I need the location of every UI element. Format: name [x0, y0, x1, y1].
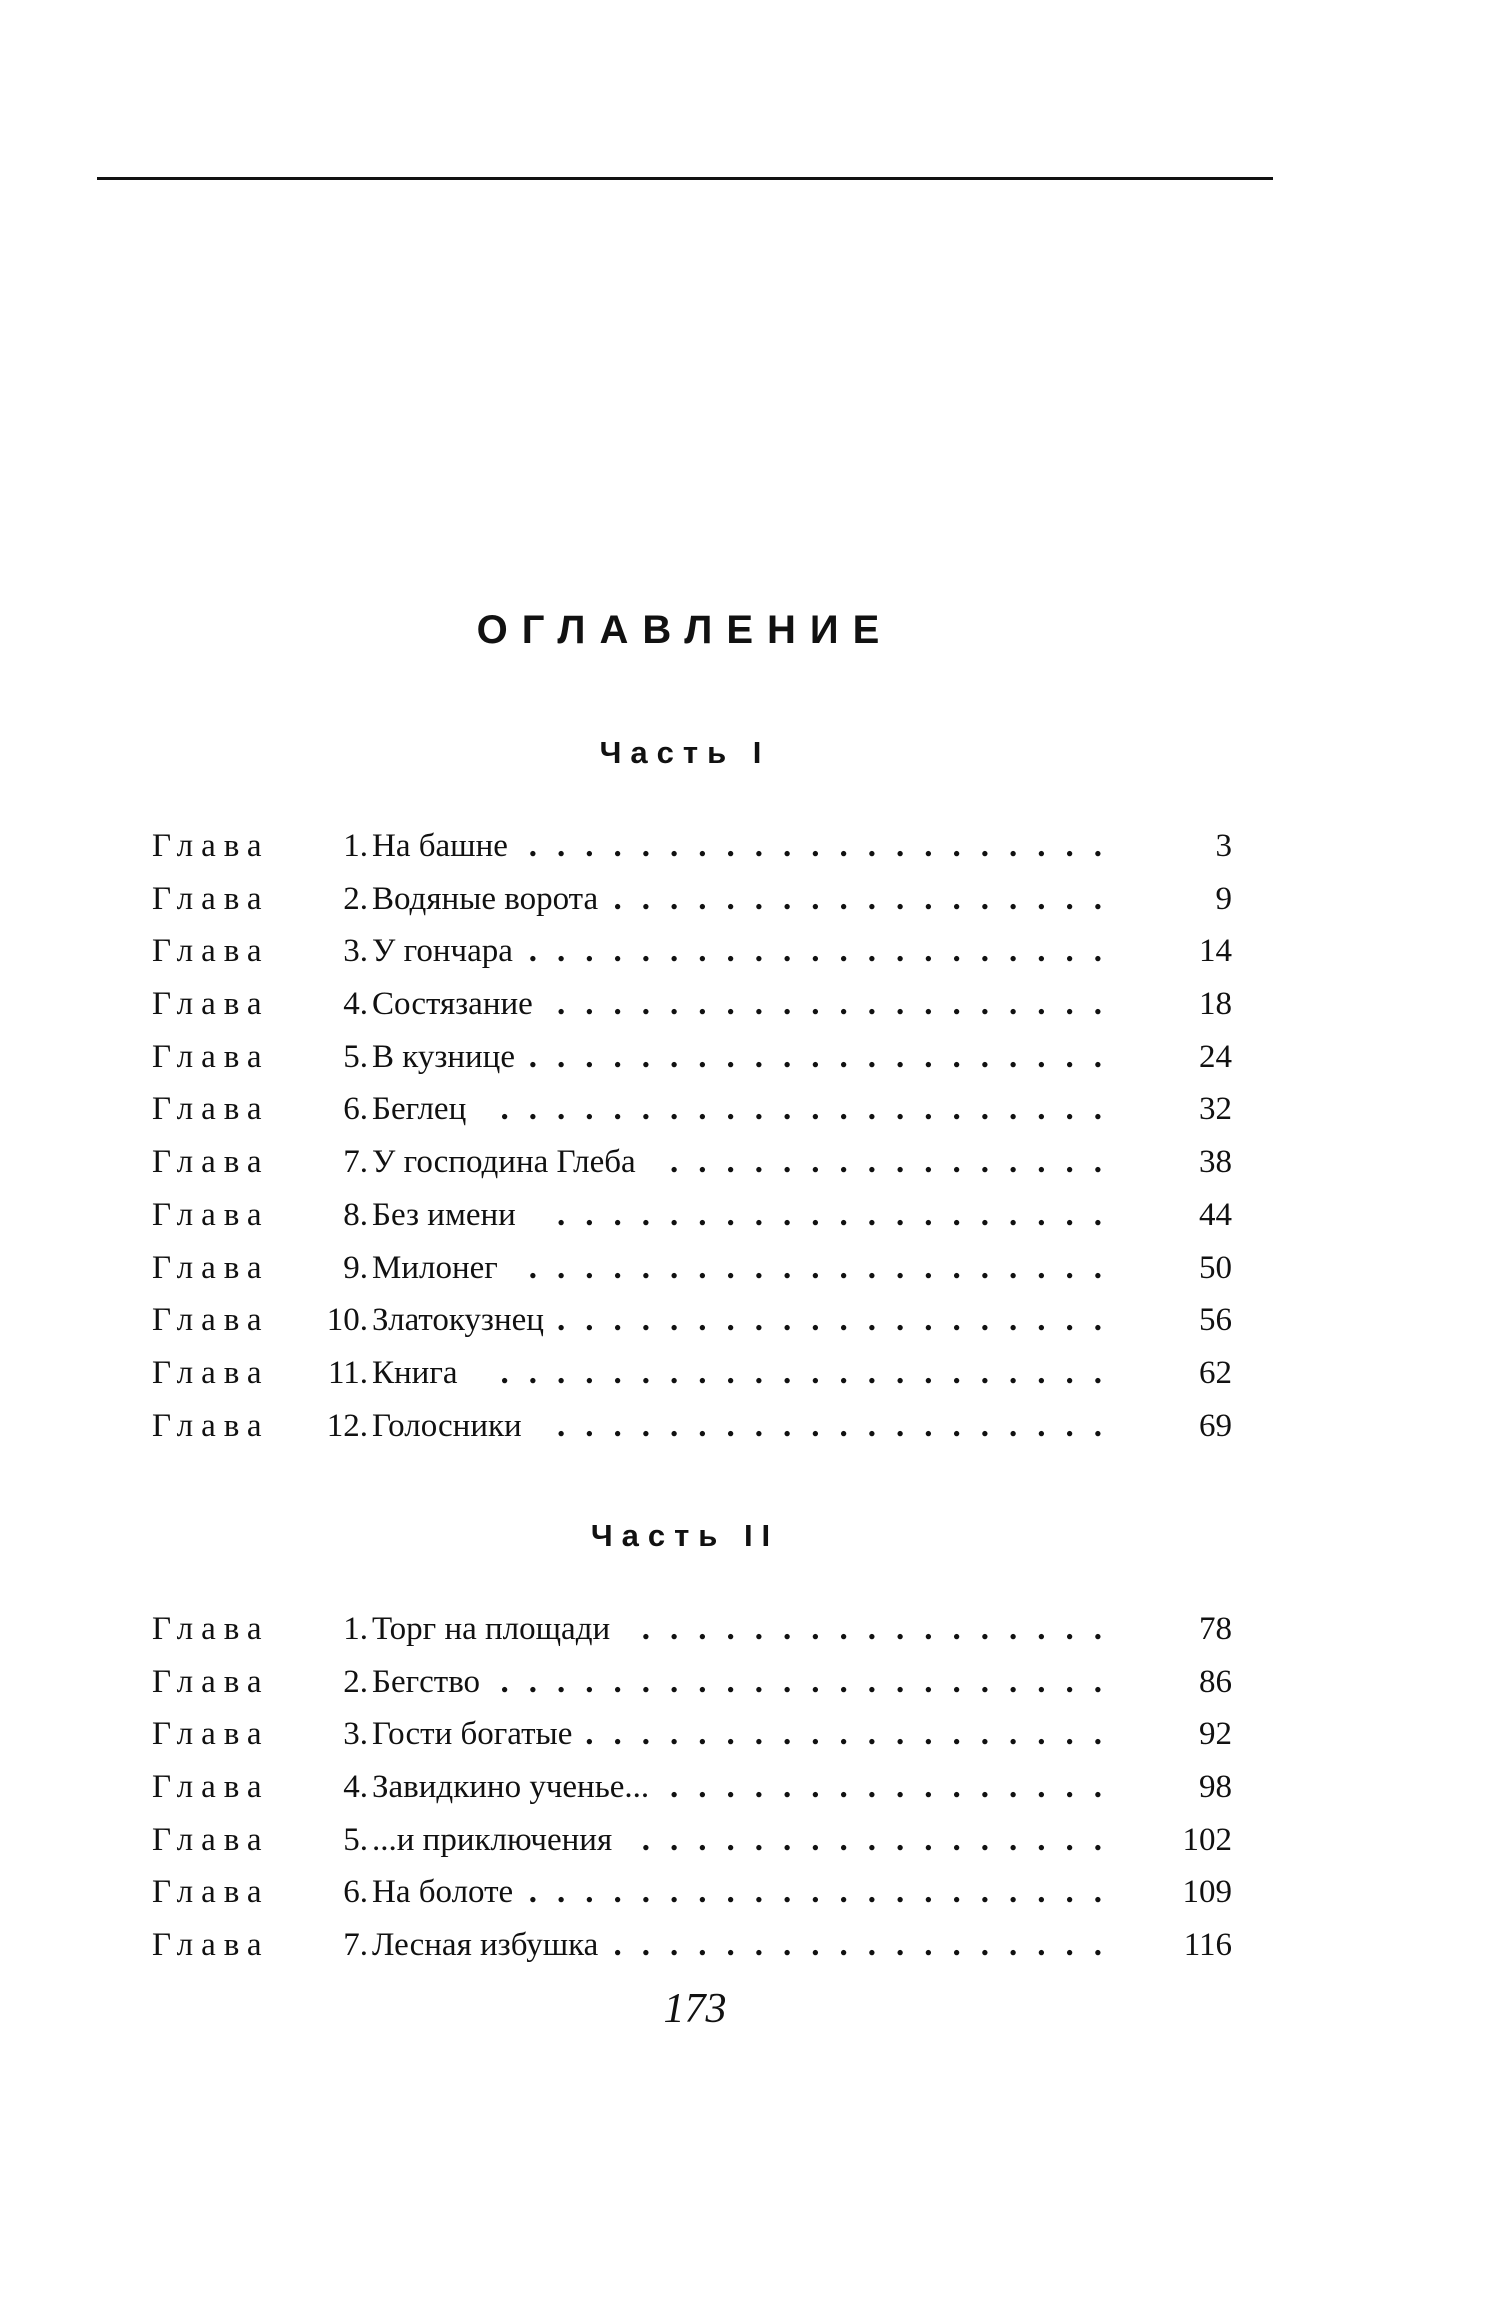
toc-entry [152, 1603, 1232, 1656]
page-title: ОГЛАВЛЕНИЕ [476, 608, 894, 652]
dot-leader: ..................... [528, 1038, 1122, 1075]
chapter-title: У гончара [372, 933, 513, 970]
chapter-number: 1. [343, 1611, 368, 1647]
chapter-number: 5. [343, 1821, 368, 1858]
chapter-number: 11. [327, 1354, 368, 1391]
chapter-title: Беглец [372, 1091, 467, 1128]
dot-leader: ................... [585, 1716, 1122, 1753]
chapter-number: 7. [343, 1144, 368, 1181]
toc-entry [152, 873, 1232, 926]
chapter-number: 3. [343, 1716, 368, 1753]
chapter-title: Книга [372, 1354, 458, 1391]
chapter-label: Глава [152, 1407, 270, 1444]
chapter-number: 8. [343, 1196, 368, 1233]
page-ref: 62 [1199, 1354, 1232, 1391]
page-ref: 98 [1199, 1769, 1232, 1806]
chapter-title: Торг на площади [372, 1611, 611, 1647]
page-ref: 109 [1182, 1874, 1232, 1911]
chapter-label: Глава [152, 828, 270, 864]
dot-leader: ..................... [528, 1874, 1122, 1911]
dot-leader: ...................... [500, 1354, 1122, 1391]
chapter-title: Голосники [372, 1407, 522, 1444]
chapter-label: Глава [152, 1927, 270, 1964]
chapter-label: Глава [152, 1196, 270, 1233]
toc-entry [152, 925, 1232, 978]
toc-entry [152, 1866, 1232, 1919]
page-ref: 116 [1183, 1927, 1232, 1964]
dot-leader: .................... [557, 1196, 1122, 1233]
chapter-label: Глава [152, 1144, 270, 1181]
page-number: 173 [663, 1986, 727, 2032]
page-ref: 69 [1199, 1407, 1232, 1444]
toc-entry [152, 1814, 1232, 1867]
chapter-title: Златокузнец [372, 1302, 544, 1339]
toc-entry [152, 1919, 1232, 1972]
toc-entry [152, 1136, 1232, 1189]
page-ref: 86 [1199, 1663, 1232, 1700]
chapter-label: Глава [152, 1663, 270, 1700]
dot-leader: ................. [641, 1821, 1122, 1858]
chapter-label: Глава [152, 933, 270, 970]
toc-entry [152, 1083, 1232, 1136]
dot-leader: .................. [613, 1927, 1122, 1964]
chapter-label: Глава [152, 1302, 270, 1339]
chapter-label: Глава [152, 986, 270, 1023]
page-ref: 38 [1199, 1144, 1232, 1181]
chapter-number: 9. [343, 1249, 368, 1286]
dot-leader: ................ [670, 1144, 1122, 1181]
chapter-title: На башне [372, 828, 508, 864]
page-ref: 78 [1199, 1611, 1232, 1647]
dot-leader: ..................... [528, 828, 1122, 864]
chapter-label: Глава [152, 1091, 270, 1128]
chapter-label: Глава [152, 1354, 270, 1391]
toc-entry [152, 978, 1232, 1031]
toc-entry [152, 1242, 1232, 1295]
toc-list-part-2 [152, 1603, 1232, 1972]
dot-leader: .................... [557, 986, 1122, 1023]
page-ref: 9 [1215, 880, 1232, 917]
chapter-number: 6. [343, 1874, 368, 1911]
part-heading-1: Часть I [599, 735, 771, 770]
chapter-number: 5. [343, 1038, 368, 1075]
chapter-title: Состязание [372, 986, 533, 1023]
chapter-title: Без имени [372, 1196, 516, 1233]
chapter-number: 4. [343, 986, 368, 1023]
dot-leader: ..................... [528, 933, 1122, 970]
chapter-number: 6. [343, 1091, 368, 1128]
chapter-number: 3. [343, 933, 368, 970]
chapter-number: 10. [326, 1302, 368, 1339]
chapter-title: Водяные ворота [372, 880, 599, 917]
chapter-label: Глава [152, 1821, 270, 1858]
dot-leader: ................. [641, 1611, 1122, 1647]
chapter-title: Гости богатые [372, 1716, 573, 1753]
chapter-label: Глава [152, 1611, 270, 1647]
page-ref: 102 [1182, 1821, 1232, 1858]
dot-leader: .................... [557, 1407, 1122, 1444]
dot-leader: ...................... [500, 1663, 1122, 1700]
chapter-number: 2. [343, 1663, 368, 1700]
dot-leader: .................... [557, 1302, 1122, 1339]
chapter-label: Глава [152, 1038, 270, 1075]
dot-leader: .................. [613, 880, 1122, 917]
chapter-title: Бегство [372, 1663, 481, 1700]
chapter-title: Лесная избушка [372, 1927, 599, 1964]
chapter-title: Завидкино ученье... [372, 1769, 650, 1806]
page-ref: 92 [1199, 1716, 1232, 1753]
toc-list-part-1 [152, 820, 1232, 1452]
part-heading-2: Часть II [590, 1518, 780, 1553]
page-ref: 3 [1215, 828, 1232, 864]
page-ref: 14 [1199, 933, 1232, 970]
page-ref: 56 [1199, 1302, 1232, 1339]
dot-leader: ...................... [500, 1091, 1122, 1128]
chapter-title: Милонег [372, 1249, 498, 1286]
chapter-title: У господина Глеба [372, 1144, 636, 1181]
chapter-label: Глава [152, 1874, 270, 1911]
page-ref: 32 [1199, 1091, 1232, 1128]
toc-entry [152, 1656, 1232, 1709]
chapter-number: 4. [343, 1769, 368, 1806]
page-ref: 44 [1199, 1196, 1232, 1233]
toc-entry [152, 1708, 1232, 1761]
top-rule [97, 177, 1273, 180]
toc-entry [152, 1189, 1232, 1242]
chapter-label: Глава [152, 1716, 270, 1753]
toc-entry [152, 1031, 1232, 1084]
chapter-label: Глава [152, 1769, 270, 1806]
toc-entry [152, 1294, 1232, 1347]
chapter-label: Глава [152, 1249, 270, 1286]
toc-entry [152, 1347, 1232, 1400]
chapter-number: 2. [343, 880, 368, 917]
dot-leader: ..................... [528, 1249, 1122, 1286]
chapter-number: 7. [343, 1927, 368, 1964]
chapter-title: ...и приключения [372, 1821, 613, 1858]
page-ref: 18 [1199, 986, 1232, 1023]
chapter-title: В кузнице [372, 1038, 515, 1075]
chapter-label: Глава [152, 880, 270, 917]
page-ref: 24 [1199, 1038, 1232, 1075]
chapter-number: 1. [343, 828, 368, 864]
toc-entry [152, 1400, 1232, 1453]
chapter-number: 12. [326, 1407, 368, 1444]
dot-leader: ................ [670, 1769, 1122, 1806]
page-ref: 50 [1199, 1249, 1232, 1286]
toc-entry [152, 820, 1232, 873]
chapter-title: На болоте [372, 1874, 514, 1911]
toc-entry [152, 1761, 1232, 1814]
